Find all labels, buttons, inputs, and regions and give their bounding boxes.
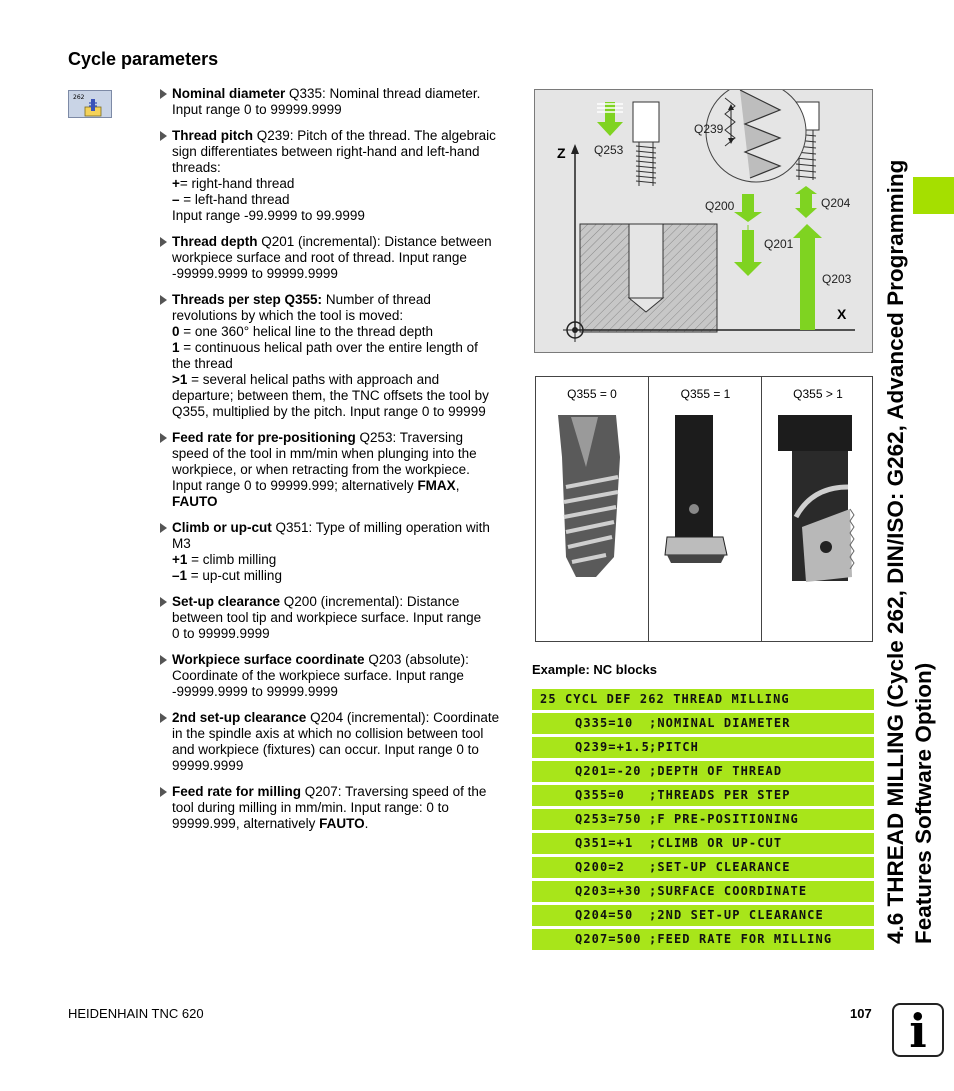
parameter-text: Q204 (incremental): Coordinate <box>306 710 500 725</box>
parameter-line <box>172 388 515 404</box>
parameter-text: Input range -99.9999 to 99.9999 <box>172 208 365 223</box>
bullet-arrow-icon <box>160 713 167 723</box>
nc-comment: ;DEPTH OF THREAD <box>649 764 783 778</box>
nc-block-row <box>532 833 874 854</box>
parameter-line <box>172 356 515 372</box>
parameter-line <box>172 610 515 626</box>
parameter-term: 1 <box>172 340 180 355</box>
nc-comment: ;THREADS PER STEP <box>649 788 791 802</box>
parameter-text: Input range 0 to 99999.999; alternatively <box>172 478 418 493</box>
nc-comment: ;F PRE-POSITIONING <box>649 812 799 826</box>
parameter-line <box>172 192 515 208</box>
parameter-term: +1 <box>172 552 188 567</box>
parameter-text: workpiece surface and root of thread. Input range <box>172 250 467 265</box>
parameter-line <box>172 340 515 356</box>
parameter-item <box>160 520 515 584</box>
parameter-term: Threads per step Q355: <box>172 292 323 307</box>
parameter-line <box>172 102 515 118</box>
parameter-line <box>172 430 515 446</box>
parameter-term: 2nd set-up clearance <box>172 710 307 725</box>
nc-code: Q203=+30 <box>575 884 642 898</box>
nc-block-row <box>532 881 874 902</box>
footer-product: HEIDENHAIN TNC 620 <box>68 1006 204 1021</box>
nc-code: Q207=500 <box>575 932 642 946</box>
parameter-line <box>172 86 515 102</box>
parameter-line <box>172 478 515 494</box>
nc-code: 25 CYCL DEF 262 THREAD MILLING <box>540 692 790 706</box>
parameter-line <box>172 160 515 176</box>
parameter-term: >1 <box>172 372 188 387</box>
nc-comment: ;2ND SET-UP CLEARANCE <box>649 908 824 922</box>
parameter-line <box>172 446 515 462</box>
parameter-text: Input range 0 to 99999.9999 <box>172 102 342 117</box>
parameter-line <box>172 668 515 684</box>
parameter-line <box>172 250 515 266</box>
parameter-item <box>160 234 515 282</box>
parameter-line <box>172 552 515 568</box>
parameter-text: = one 360° helical line to the thread depth <box>179 324 433 339</box>
parameter-text: Q351: Type of milling operation with <box>271 520 490 535</box>
parameter-line <box>172 266 515 282</box>
nc-comment: ;NOMINAL DIAMETER <box>649 716 791 730</box>
parameter-line <box>172 324 515 340</box>
parameter-term: Set-up clearance <box>172 594 281 609</box>
parameter-term: FAUTO <box>172 494 218 509</box>
bullet-arrow-icon <box>160 295 167 305</box>
parameter-line <box>172 292 515 308</box>
nc-comment: ;SET-UP CLEARANCE <box>649 860 791 874</box>
parameter-text: -99999.9999 to 99999.9999 <box>172 684 338 699</box>
parameter-line <box>172 462 515 478</box>
nc-block-row <box>532 785 874 806</box>
example-title: Example: NC blocks <box>532 662 657 677</box>
parameter-line <box>172 128 515 144</box>
parameter-text: departure; between them, the TNC offsets the tool by <box>172 388 489 403</box>
parameter-line <box>172 758 515 774</box>
parameter-text: Q355, multiplied by the pitch. Input range 0 to 99999 <box>172 404 486 419</box>
parameter-item <box>160 784 515 832</box>
parameter-text: between tool tip and workpiece surface. Input range <box>172 610 482 625</box>
section-heading: Cycle parameters <box>68 49 219 69</box>
nc-block-row <box>532 857 874 878</box>
parameter-text: revolutions by which the tool is moved: <box>172 308 404 323</box>
bullet-arrow-icon <box>160 597 167 607</box>
parameter-text: = right-hand thread <box>179 176 295 191</box>
parameter-item <box>160 710 515 774</box>
parameter-text: = climb milling <box>187 552 277 567</box>
parameter-text: = left-hand thread <box>179 192 290 207</box>
parameter-line <box>172 800 515 816</box>
bullet-arrow-icon <box>160 433 167 443</box>
parameter-line <box>172 520 515 536</box>
parameter-text: in the spindle axis at which no collision between tool <box>172 726 484 741</box>
parameter-text: Q201 (incremental): Distance between <box>257 234 492 249</box>
parameter-text: . <box>364 816 369 831</box>
parameter-line <box>172 144 515 160</box>
side-chapter-title <box>882 54 944 944</box>
side-title-line2: Features Software Option) <box>911 662 936 944</box>
parameter-text: tool during milling in mm/min. Input range: 0 to <box>172 800 449 815</box>
parameter-line <box>172 208 515 224</box>
parameter-term: Thread depth <box>172 234 258 249</box>
cycle-262-icon <box>68 90 112 118</box>
parameter-term: – <box>172 192 180 207</box>
parameter-item <box>160 292 515 420</box>
parameter-item <box>160 86 515 118</box>
bullet-arrow-icon <box>160 237 167 247</box>
parameter-text: Coordinate of the workpiece surface. Input range <box>172 668 464 683</box>
parameter-text: Q207: Traversing speed of the <box>301 784 487 799</box>
parameter-text: the thread <box>172 356 233 371</box>
parameter-text: = continuous helical path over the entire length of <box>179 340 478 355</box>
parameter-line <box>172 652 515 668</box>
photo-caption: Q355 = 0 <box>567 387 617 401</box>
parameter-text: M3 <box>172 536 191 551</box>
parameter-line <box>172 594 515 610</box>
cycle-icon-number: 262 <box>73 94 85 101</box>
parameter-term: Thread pitch <box>172 128 254 143</box>
nc-block-listing <box>532 689 874 953</box>
nc-code: Q335=10 <box>575 716 634 730</box>
q203-label: Q203 <box>822 272 852 286</box>
parameter-term: + <box>172 176 180 191</box>
parameter-item <box>160 128 515 224</box>
x-axis-label: X <box>837 306 847 322</box>
nc-comment: ;PITCH <box>649 740 699 754</box>
parameter-item <box>160 594 515 642</box>
nc-code: Q351=+1 <box>575 836 634 850</box>
parameter-line <box>172 176 515 192</box>
parameter-text: Number of thread <box>322 292 431 307</box>
parameter-text: , <box>455 478 460 493</box>
nc-comment: ;FEED RATE FOR MILLING <box>649 932 833 946</box>
nc-block-row <box>532 737 874 758</box>
nc-comment: ;CLIMB OR UP-CUT <box>649 836 783 850</box>
photo-caption: Q355 > 1 <box>793 387 843 401</box>
parameter-term: Workpiece surface coordinate <box>172 652 365 667</box>
bullet-arrow-icon <box>160 655 167 665</box>
parameter-line <box>172 494 515 510</box>
parameter-line <box>172 784 515 800</box>
photo-panel-q355-0 <box>536 377 648 641</box>
q355-tool-photos <box>535 376 873 642</box>
bullet-arrow-icon <box>160 787 167 797</box>
nc-code: Q201=-20 <box>575 764 642 778</box>
z-axis-label: Z <box>557 145 566 161</box>
parameter-text: Q253: Traversing <box>355 430 464 445</box>
q239-label: Q239 <box>694 122 724 136</box>
parameter-text: Q200 (incremental): Distance <box>280 594 460 609</box>
parameter-text: = several helical paths with approach and <box>187 372 440 387</box>
parameter-text: Q335: Nominal thread diameter. <box>285 86 481 101</box>
parameter-term: 0 <box>172 324 180 339</box>
nc-block-row <box>532 761 874 782</box>
side-title-line1: 4.6 THREAD MILLING (Cycle 262, DIN/ISO: G262, Advanced Programming <box>883 159 908 944</box>
parameter-line <box>172 234 515 250</box>
photo-caption: Q355 = 1 <box>680 387 731 401</box>
parameter-term: Climb or up-cut <box>172 520 272 535</box>
nc-block-row <box>532 689 874 710</box>
parameter-line <box>172 308 515 324</box>
nc-code: Q253=750 <box>575 812 642 826</box>
photo-panel-q355-1 <box>648 377 762 641</box>
parameter-line <box>172 626 515 642</box>
parameter-term: FAUTO <box>319 816 365 831</box>
nc-code: Q204=50 <box>575 908 634 922</box>
parameter-text: = up-cut milling <box>187 568 282 583</box>
info-icon <box>892 1003 944 1057</box>
parameter-text: -99999.9999 to 99999.9999 <box>172 266 338 281</box>
parameter-term: Nominal diameter <box>172 86 286 101</box>
q200-label: Q200 <box>705 199 735 213</box>
parameter-line <box>172 710 515 726</box>
nc-comment: ;SURFACE COORDINATE <box>649 884 808 898</box>
nc-block-row <box>532 809 874 830</box>
photo-panel-q355-gt1 <box>761 377 874 641</box>
nc-block-row <box>532 713 874 734</box>
q204-label: Q204 <box>821 196 851 210</box>
nc-code: Q200=2 <box>575 860 625 874</box>
parameter-text: 0 to 99999.9999 <box>172 626 270 641</box>
parameter-text: 99999.999, alternatively <box>172 816 320 831</box>
parameter-line <box>172 726 515 742</box>
parameter-text: threads: <box>172 160 221 175</box>
parameter-text: 99999.9999 <box>172 758 244 773</box>
nc-block-row <box>532 929 874 950</box>
nc-code: Q355=0 <box>575 788 625 802</box>
parameter-term: Feed rate for pre-positioning <box>172 430 356 445</box>
parameter-term: Feed rate for milling <box>172 784 302 799</box>
page-number: 107 <box>850 1006 872 1021</box>
nc-code: Q239=+1.5 <box>575 740 650 754</box>
parameter-line <box>172 684 515 700</box>
parameter-text: and workpiece (fixtures) can occur. Input range 0 to <box>172 742 479 757</box>
parameter-line <box>172 372 515 388</box>
parameter-line <box>172 536 515 552</box>
parameter-line <box>172 404 515 420</box>
parameter-list <box>160 86 515 842</box>
bullet-arrow-icon <box>160 89 167 99</box>
parameter-text: Q203 (absolute): <box>364 652 469 667</box>
parameter-term: FMAX <box>417 478 456 493</box>
parameter-item <box>160 652 515 700</box>
parameter-line <box>172 816 515 832</box>
parameter-text: Q239: Pitch of the thread. The algebraic <box>253 128 496 143</box>
parameter-text: sign differentiates between right-hand and left-hand <box>172 144 480 159</box>
info-icon-glyph: i <box>909 1004 927 1058</box>
bullet-arrow-icon <box>160 523 167 533</box>
parameter-item <box>160 430 515 510</box>
parameter-term: –1 <box>172 568 188 583</box>
parameter-text: workpiece, or when retracting from the workpiece. <box>172 462 470 477</box>
q253-label: Q253 <box>594 143 624 157</box>
parameter-line <box>172 568 515 584</box>
q201-label: Q201 <box>764 237 794 251</box>
parameter-text: speed of the tool in mm/min when plunging into the <box>172 446 477 461</box>
bullet-arrow-icon <box>160 131 167 141</box>
thread-milling-diagram <box>534 89 873 353</box>
parameter-line <box>172 742 515 758</box>
nc-block-row <box>532 905 874 926</box>
